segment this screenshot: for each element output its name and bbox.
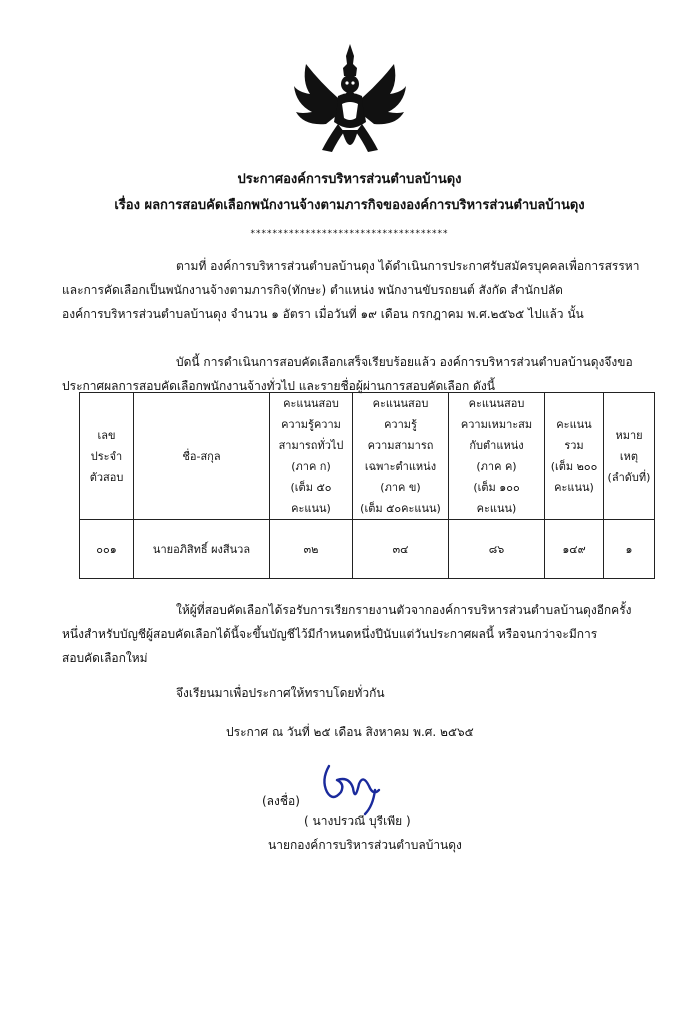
paragraph-intro [62,254,652,326]
announcement-title: ประกาศองค์การบริหารส่วนตำบลบ้านดุง [237,172,462,187]
announcement-date: ประกาศ ณ วันที่ ๒๕ เดือน สิงหาคม พ.ศ. ๒๕๖๕ [226,725,474,739]
closing-line: จึงเรียนมาเพื่อประกาศให้ทราบโดยทั่วกัน [176,686,385,700]
cell-score-part-b: ๓๔ [353,520,449,579]
garuda-emblem-icon [292,42,408,160]
paragraph-line: ประกาศผลการสอบคัดเลือกพนักงานจ้างทั่วไป และรายชื่อผู้ผ่านการสอบคัดเลือก ดังนี้ [62,379,495,393]
cell-rank: ๑ [604,520,655,579]
paragraph-closing [62,681,652,705]
paragraph-line: หนึ่งสำหรับบัญชีผู้สอบคัดเลือกได้นี้จะขึ้นบัญชีไว้มีกำหนดหนึ่งปีนับแต่วันประกาศผลนี้ หรือจนกว่าจะมีการ [62,627,598,641]
paragraph-result [62,350,652,398]
signer-name: ( นางปรวณี บุรีเพีย ) [304,814,411,828]
cell-score-part-c: ๘๖ [449,520,545,579]
paragraph-line: ให้ผู้ที่สอบคัดเลือกได้รอรับการเรียกรายงานตัวจากองค์การบริหารส่วนตำบลบ้านดุงอีกครั้ง [176,603,632,617]
paragraph-line: ตามที่ องค์การบริหารส่วนตำบลบ้านดุง ได้ดำเนินการประกาศรับสมัครบุคคลเพื่อการสรรหา [176,259,640,273]
cell-score-part-a: ๓๒ [270,520,353,579]
cell-total-score: ๑๔๙ [545,520,604,579]
star-divider: ************************************ [250,229,449,239]
announcement-subject: เรื่อง ผลการสอบคัดเลือกพนักงานจ้างตามภารกิจขององค์การบริหารส่วนตำบลบ้านดุง [114,198,585,213]
score-table [79,392,655,579]
cell-full-name: นายอภิสิทธิ์ ผงสีนวล [134,520,270,579]
signer-position: นายกองค์การบริหารส่วนตำบลบ้านดุง [268,838,462,852]
signature-label: (ลงชื่อ) [262,794,300,808]
paragraph-line: บัดนี้ การดำเนินการสอบคัดเลือกเสร็จเรียบร้อยแล้ว องค์การบริหารส่วนตำบลบ้านดุงจึงขอ [176,355,633,369]
header-total-score: คะแนน รวม (เต็ม ๒๐๐ คะแนน) [545,393,604,520]
paragraph-notice [62,598,652,670]
paragraph-line: สอบคัดเลือกใหม่ [62,651,148,665]
cell-exam-number: ๐๐๑ [80,520,134,579]
paragraph-line: องค์การบริหารส่วนตำบลบ้านดุง จำนวน ๑ อัตรา เมื่อวันที่ ๑๙ เดือน กรกฎาคม พ.ศ.๒๕๖๕ ไปแล้ว นั้น [62,307,584,321]
header-remark: หมาย เหตุ (ลำดับที่) [604,393,655,520]
table-header-row [80,393,655,520]
paragraph-line: และการคัดเลือกเป็นพนักงานจ้างตามภารกิจ(ทักษะ) ตำแหน่ง พนักงานขับรถยนต์ สังกัด สำนักปลัด [62,283,563,297]
header-score-part-a: คะแนนสอบ ความรู้ความ สามารถทั่วไป (ภาค ก) (เต็ม ๕๐ คะแนน) [270,393,353,520]
header-score-part-c: คะแนนสอบ ความเหมาะสม กับตำแหน่ง (ภาค ค) (เต็ม ๑๐๐ คะแนน) [449,393,545,520]
header-full-name: ชื่อ-สกุล [134,393,270,520]
table-row [80,520,655,579]
header-exam-number: เลข ประจำ ตัวสอบ [80,393,134,520]
header-score-part-b: คะแนนสอบ ความรู้ ความสามารถ เฉพาะตำแหน่ง (ภาค ข) (เต็ม ๕๐คะแนน) [353,393,449,520]
